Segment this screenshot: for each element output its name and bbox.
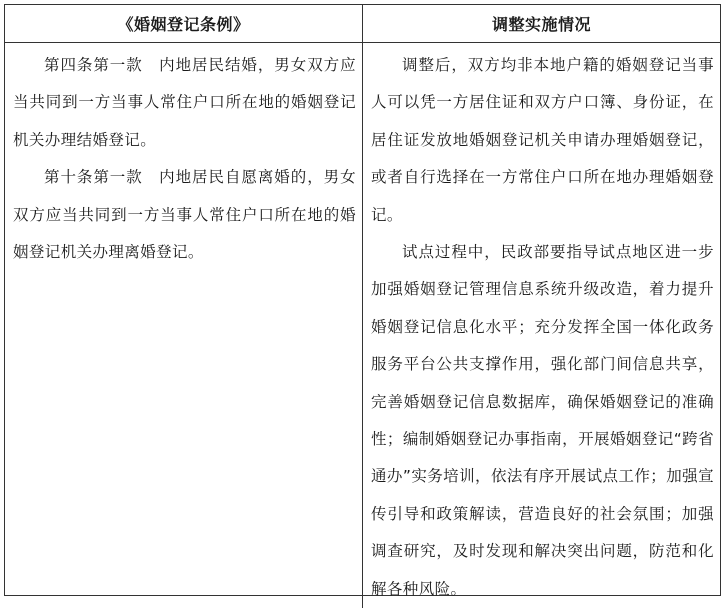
pilot-process-paragraph: 试点过程中，民政部要指导试点地区进一步加强婚姻登记管理信息系统升级改造，着力提升婚姻登记信息化水平；充分发挥全国一体化政务服务平台公共支撑作用，强化部门间信息共享，完善婚姻登记信息数据库，确保婚姻登记的准确性；编制婚姻登记办事指南，开展婚姻登记“跨省通办”实务培训，依法有序开展试点工作；加强宣传引导和政策解读，营造良好的社会氛围；加强调查研究，及时发现和解决突出问题，防范和化解各种风险。	[371, 243, 714, 598]
article-4-paragraph: 第四条第一款 内地居民结婚，男女双方应当共同到一方当事人常住户口所在地的婚姻登记机关办理结婚登记。	[13, 56, 356, 149]
regulation-comparison-table	[4, 4, 721, 596]
adjustment-details-cell	[363, 43, 720, 608]
header-adjustment: 调整实施情况	[363, 5, 720, 43]
adjustment-paragraph: 调整后，双方均非本地户籍的婚姻登记当事人可以凭一方居住证和双方户口簿、身份证，在居住证发放地婚姻登记机关申请办理婚姻登记，或者自行选择在一方常住户口所在地办理婚姻登记。	[371, 56, 714, 224]
header-regulation: 《婚姻登记条例》	[5, 5, 363, 43]
article-10-paragraph: 第十条第一款 内地居民自愿离婚的，男女双方应当共同到一方当事人常住户口所在地的婚姻登记机关办理离婚登记。	[13, 168, 356, 262]
regulation-articles-cell	[5, 43, 363, 608]
